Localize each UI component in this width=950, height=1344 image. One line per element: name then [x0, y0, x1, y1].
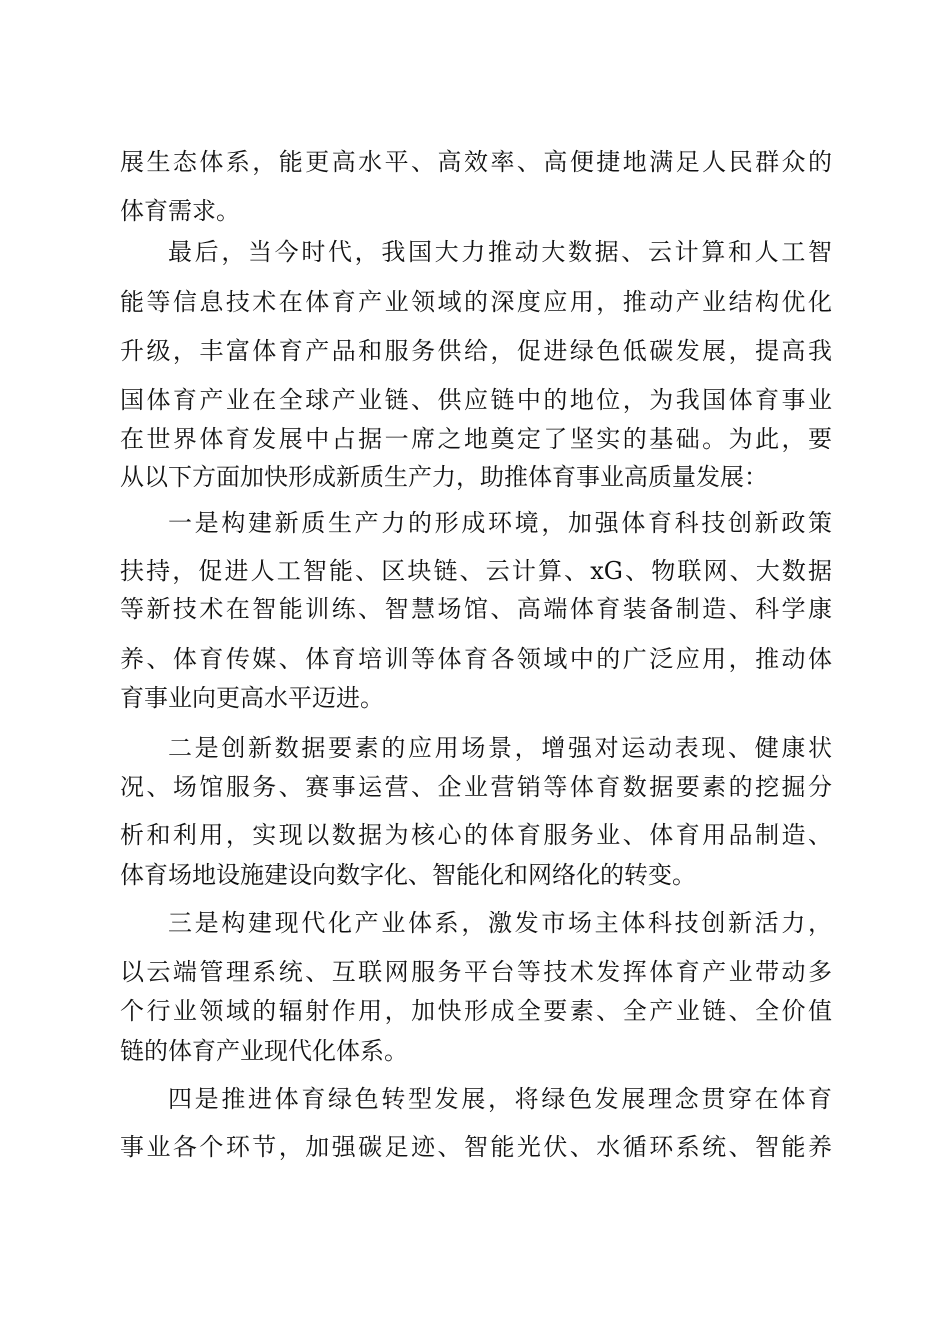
text-line: 体育场地设施建设向数字化、智能化和网络化的转变。 — [120, 861, 696, 889]
text-line: 扶持，促进人工智能、区块链、云计算、xG、物联网、大数据 — [120, 557, 832, 585]
text-line: 链的体育产业现代化体系。 — [120, 1037, 408, 1065]
text-line: 养、体育传媒、体育培训等体育各领域中的广泛应用，推动体 — [120, 645, 832, 673]
paragraph-start-line: 一是构建新质生产力的形成环境，加强体育科技创新政策 — [168, 509, 832, 537]
text-line: 况、场馆服务、赛事运营、企业营销等体育数据要素的挖掘分 — [120, 773, 832, 801]
paragraph-start-line: 三是构建现代化产业体系，激发市场主体科技创新活力， — [168, 909, 832, 937]
paragraph-start-line: 最后，当今时代，我国大力推动大数据、云计算和人工智 — [168, 238, 832, 266]
paragraph-start-line: 二是创新数据要素的应用场景，增强对运动表现、健康状 — [168, 734, 832, 762]
text-line: 展生态体系，能更高水平、高效率、高便捷地满足人民群众的 — [120, 148, 832, 176]
text-line: 等新技术在智能训练、智慧场馆、高端体育装备制造、科学康 — [120, 595, 832, 623]
text-line: 育事业向更高水平迈进。 — [120, 684, 384, 712]
text-line: 能等信息技术在体育产业领域的深度应用，推动产业结构优化 — [120, 288, 832, 316]
paragraph-start-line: 四是推进体育绿色转型发展，将绿色发展理念贯穿在体育 — [168, 1085, 832, 1113]
text-line: 事业各个环节，加强碳足迹、智能光伏、水循环系统、智能养 — [120, 1133, 832, 1161]
text-line: 析和利用，实现以数据为核心的体育服务业、体育用品制造、 — [120, 821, 832, 849]
text-line: 个行业领域的辐射作用，加快形成全要素、全产业链、全价值 — [120, 997, 832, 1025]
text-line: 体育需求。 — [120, 197, 240, 225]
text-line: 国体育产业在全球产业链、供应链中的地位，为我国体育事业 — [120, 386, 832, 414]
text-line: 升级，丰富体育产品和服务供给，促进绿色低碳发展，提高我 — [120, 337, 832, 365]
text-line: 从以下方面加快形成新质生产力，助推体育事业高质量发展： — [120, 463, 768, 491]
text-line: 以云端管理系统、互联网服务平台等技术发挥体育产业带动多 — [120, 958, 832, 986]
text-line: 在世界体育发展中占据一席之地奠定了坚实的基础。为此，要 — [120, 425, 832, 453]
